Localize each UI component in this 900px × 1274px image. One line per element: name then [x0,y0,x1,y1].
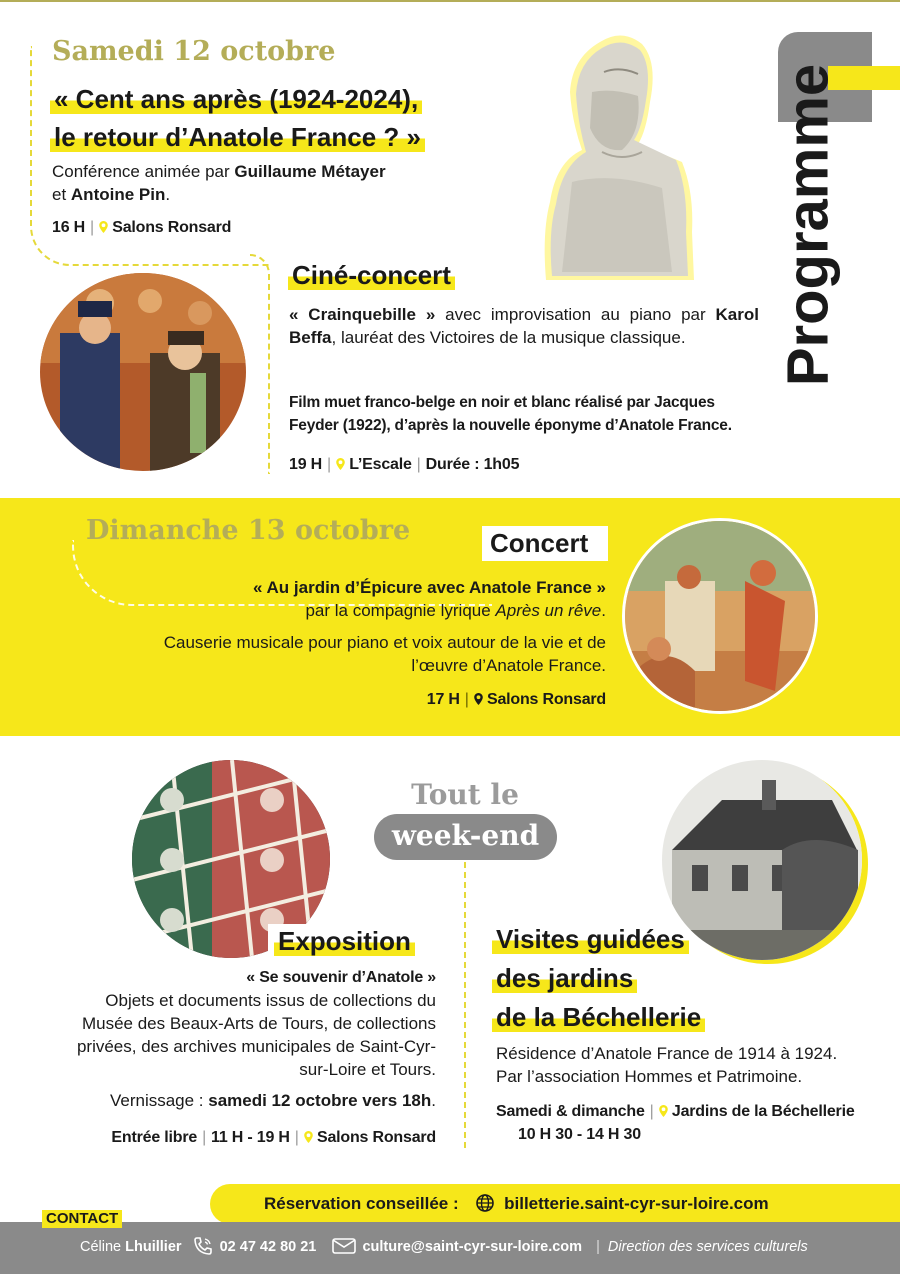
weekend-line1: Tout le [411,778,519,811]
vernissage-end: . [431,1091,436,1110]
visites-place: Jardins de la Béchellerie [671,1103,855,1120]
crainquebille-image [40,273,246,471]
concert-company-end: . [601,601,606,620]
contact-first: Céline [80,1239,126,1255]
cine-film-info-line2: Feyder (1922), d’après la nouvelle éponyme d’Anatole France. [289,417,732,434]
location-pin-icon [659,1105,668,1117]
concert-meta: 17 H | Salons Ronsard [426,691,606,708]
exposition-desc-line1: Objets et documents issus de collections du [105,991,436,1010]
event1-time: 16 H [52,219,85,236]
weekend-line2-pill [374,814,557,860]
visites-desc-line1: Résidence d’Anatole France de 1914 à 1924. [496,1044,838,1063]
concert-heading-text: Concert [490,528,589,558]
contact-label: CONTACT [46,1210,119,1227]
sunday-day: Dimanche 13 octobre [86,515,411,546]
cine-desc-a: avec improvisation au piano par [435,305,716,324]
visites-heading [492,920,705,1037]
concert-text [60,576,606,677]
event1-desc-and: et [52,185,71,204]
exposition-place: Salons Ronsard [316,1129,436,1146]
location-pin-icon [474,693,483,705]
cine-film-title: « Crainquebille » [289,305,436,324]
exposition-hours: 11 H - 19 H [211,1129,290,1146]
reservation-url[interactable]: billetterie.saint-cyr-sur-loire.com [504,1194,769,1213]
cine-film-info [289,391,759,437]
anatole-bust-image [542,32,697,282]
concert-heading [482,526,608,561]
cine-concert-heading [288,260,455,291]
concert-time: 17 H [426,691,460,708]
cine-pianist: Karol Beffa [289,305,759,347]
concert-company-name: Après un rêve [495,601,602,620]
exposition-text [20,966,436,1112]
exposition-meta: Entrée libre | 11 H - 19 H | Salons Ronsard [111,1129,436,1146]
cine-film-info-line1: Film muet franco-belge en noir et blanc réalisé par Jacques [289,394,715,411]
visites-heading-line1: Visites guidées [492,924,689,954]
vernissage-prefix: Vernissage : [109,1091,209,1110]
mail-icon [332,1238,356,1254]
exposition-desc-line4: sur-Loire et Tours. [299,1060,436,1079]
visites-desc [496,1042,837,1088]
reservation-line [264,1193,769,1214]
decor-dotted-divider [464,862,466,1148]
event1-speaker1: Guillaume Métayer [234,162,386,181]
visites-meta: Samedi & dimanche | Jardins de la Béchellerie 10 H 30 - 14 H 30 [496,1100,855,1146]
exposition-desc-line3: privées, des archives municipales de Saint-Cyr- [76,1037,436,1056]
phone-icon [192,1236,214,1256]
event1-desc-prefix: Conférence animée par [52,162,235,181]
event1-meta: 16 H | Salons Ronsard [52,219,232,236]
event1-desc [52,160,386,206]
visites-heading-line2: des jardins [492,963,637,993]
contact-email[interactable]: culture@saint-cyr-sur-loire.com [362,1239,583,1255]
exposition-heading-text: Exposition [274,926,415,956]
reservation-label: Réservation conseillée : [264,1194,459,1213]
cine-meta: 19 H | L’Escale | Durée : 1h05 [289,456,520,473]
saturday-day: Samedi 12 octobre [52,36,336,67]
concert-desc-line1: Causerie musicale pour piano et voix autour de la vie et de [163,633,606,652]
cine-desc-b: , lauréat des Victoires de la musique classique. [331,328,686,347]
exposition-desc-line2: Musée des Beaux-Arts de Tours, de collections [81,1014,436,1033]
event1-place: Salons Ronsard [112,219,232,236]
contact-last: Lhuillier [125,1239,182,1255]
concert-desc-line2: l’œuvre d’Anatole France. [411,656,606,675]
contact-department: Direction des services culturels [607,1239,808,1255]
epicure-painting-image [622,518,818,714]
exposition-heading [268,924,415,957]
decor-dotted-line-right [250,254,270,474]
weekend-line2: week-end [391,819,540,852]
contact-line: Céline Lhuillier 02 47 42 80 21 culture@saint-cyr-sur-loire.com | Direction des services culturels [80,1236,808,1256]
programme-label: Programme [775,63,841,387]
concert-place: Salons Ronsard [486,691,606,708]
concert-company-prefix: par la compagnie lyrique [305,601,496,620]
exposition-title: « Se souvenir d’Anatole » [246,969,436,986]
location-pin-icon [99,221,108,233]
exposition-vernissage [20,1089,436,1112]
event1-title-line2: le retour d’Anatole France ? » [50,122,425,152]
event1-title [50,80,425,156]
cine-duration: Durée : 1h05 [425,456,520,473]
cine-concert-desc [289,303,759,349]
exposition-entry: Entrée libre [111,1129,198,1146]
location-pin-icon [336,458,345,470]
programme-label-wrap [768,40,848,410]
top-rule [0,0,900,2]
vernissage-date: samedi 12 octobre vers 18h [208,1091,432,1110]
concert-company [60,599,606,622]
visites-desc-line2: Par l’association Hommes et Patrimoine. [496,1067,803,1086]
visites-days: Samedi & dimanche [496,1103,645,1120]
globe-icon [475,1193,495,1213]
event1-desc-end: . [165,185,171,204]
visites-heading-line3: de la Béchellerie [492,1002,705,1032]
contact-label-box [42,1210,122,1228]
cine-concert-heading-text: Ciné-concert [288,260,455,290]
concert-title: « Au jardin d’Épicure avec Anatole France » [252,578,606,597]
location-pin-icon [304,1131,313,1143]
cine-time: 19 H [289,456,322,473]
event1-title-line1: « Cent ans après (1924-2024), [50,84,422,114]
contact-phone[interactable]: 02 47 42 80 21 [219,1239,317,1255]
visites-hours: 10 H 30 - 14 H 30 [518,1126,641,1143]
event1-speaker2: Antoine Pin [70,185,166,204]
cine-place: L’Escale [349,456,412,473]
